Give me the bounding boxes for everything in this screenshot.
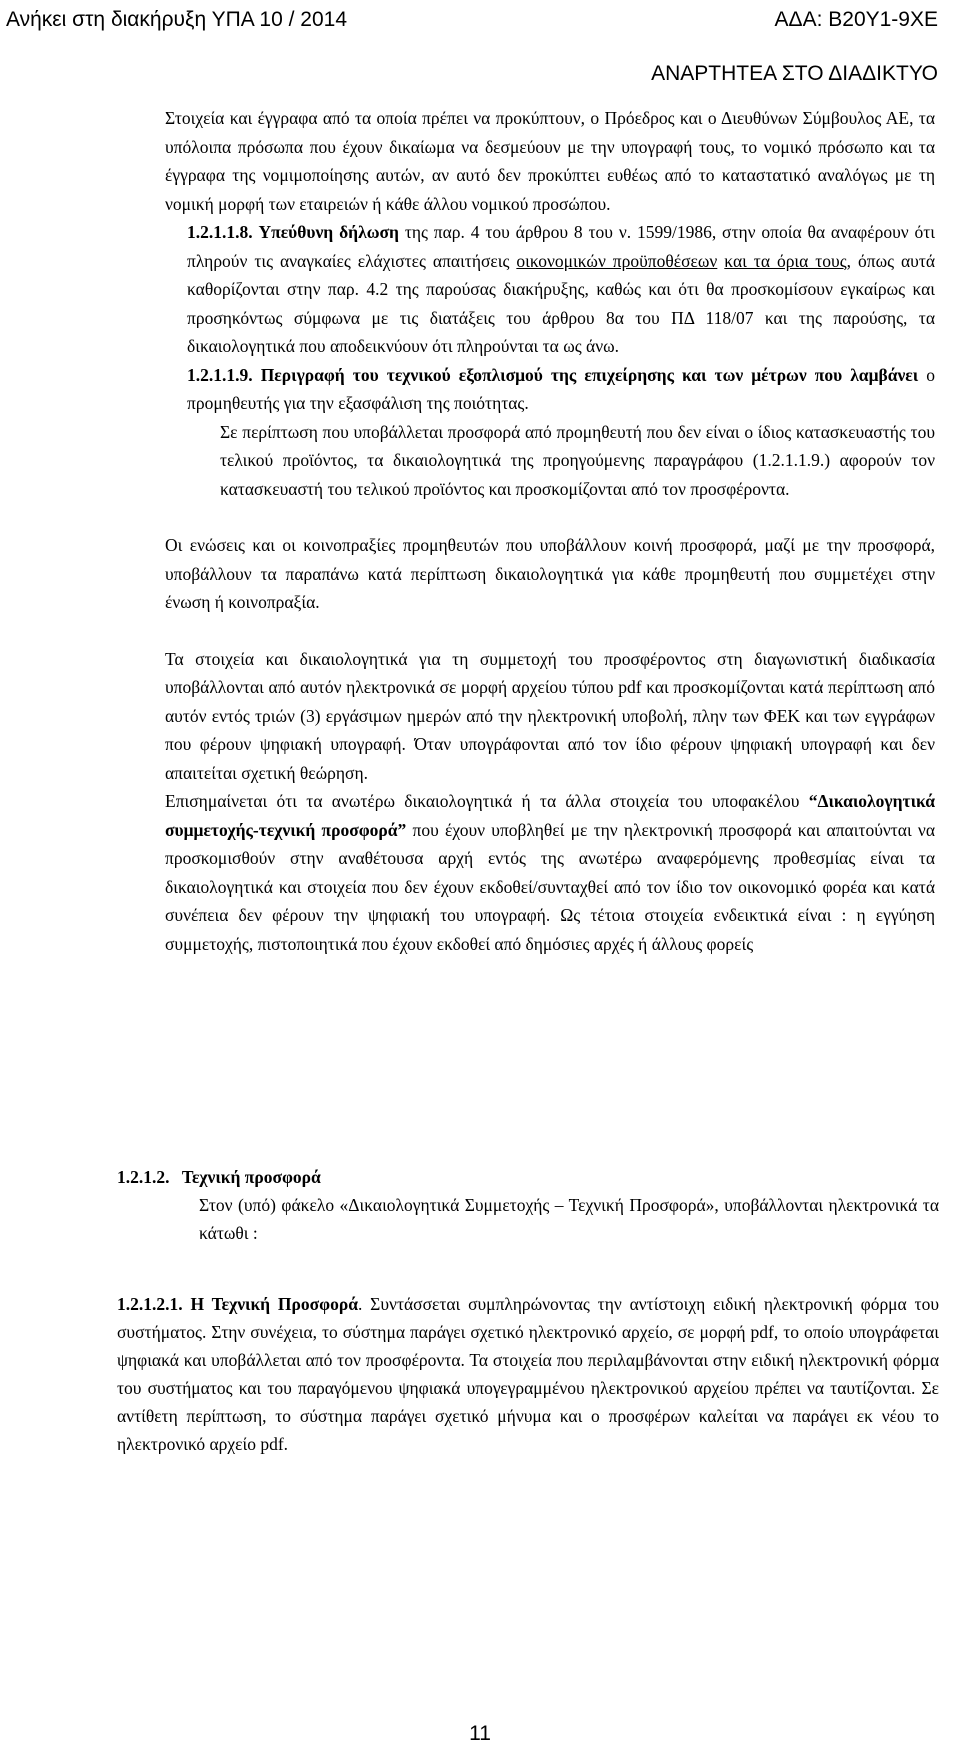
paragraph-note: Επισημαίνεται ότι τα ανωτέρω δικαιολογητικά ή τα άλλα στοιχεία του υποφακέλου “Δικαιολογητικά συμμετοχής-τεχνική προσφορά” που έχουν υποβληθεί με την ηλεκτρονική προσφορά και απαιτούνται να προσκομισθούν στην αναθέτουσα αρχή εντός της ανωτέρω αναφερόμενης προθεσμίας είναι τα δικαιολογητικά και στοιχεία που δεν έχουν εκδοθεί/συνταχθεί από τον ίδιο τον οικονομικό φορέα και κατά συνέπεια δεν φέρουν την ψηφιακή του υπογραφή. Ως τέτοια στοιχεία ενδεικτικά είναι : η εγγύηση συμμετοχής, πιστοποιητικά που έχουν εκδοθεί από δημόσιες αρχές ή άλλους φορείς [165,791,935,954]
section-title: Η Τεχνική Προσφορά [190,1294,358,1314]
header-tender-ref: Ανήκει στη διακήρυξη ΥΠΑ 10 / 2014 [6,8,348,31]
header-ada-code: ΑΔΑ: Β20Υ1-9ΧΕ [774,8,938,31]
section-1-2-1-1-8: 1.2.1.1.8. Υπεύθυνη δήλωση της παρ. 4 του άρθρου 8 του ν. 1599/1986, στην οποία θα αναφέρουν ότι πληρούν τις αναγκαίες ελάχιστες απαιτήσεις οικονομικών προϋποθέσεων και τα όρια τους, όπως αυτά καθορίζονται στην παρ. 4.2 της παρούσας διακήρυξης, καθώς και ότι θα προσκομίσουν εγκαίρως και προσηκόντως σύμφωνα με τις διατάξεις του άρθρου 8α του ΠΔ 118/07 και της παρούσης, τα δικαιολογητικά που αποδεικνύουν ότι πληρούνται τα ως άνω. [187,222,936,356]
page-header [0,4,960,85]
section-title: Τεχνική προσφορά [181,1167,321,1187]
section-text: . Συντάσσεται συμπληρώνοντας την αντίστοιχη ειδική ηλεκτρονική φόρμα του συστήματος. Στην συνέχεια, το σύστημα παράγει σχετικό ηλεκτρονικό αρχείο, σε μορφή pdf, το οποίο υπογράφεται ψηφιακά και υποβάλλεται από τον προσφέροντα. Τα στοιχεία που περιλαμβάνονται στην ειδική ηλεκτρονική φόρμα του συστήματος και του παραγόμενου ψηφιακά υπογεγραμμένου ηλεκτρονικού αρχείου πρέπει να ταυτίζονται. Σε αντίθετη περίπτωση, το σύστημα παράγει σχετικό μήνυμα και ο προσφέρων καλείται να παράγει εκ νέου το ηλεκτρονικό αρχείο pdf. [117,1294,939,1454]
document-body [165,104,935,958]
paragraph-manufacturer: Σε περίπτωση που υποβάλλεται προσφορά από προμηθευτή που δεν είναι ο ίδιος κατασκευαστής του τελικού προϊόντος, τα δικαιολογητικά της προηγούμενης παραγράφου (1.2.1.1.9.) αφορούν τον κατασκευαστή του τελικού προϊόντος και προσκομίζονται από τον προσφέροντα. [220,421,935,499]
section-title: Περιγραφή του τεχνικού εξοπλισμού της επιχείρησης και των μέτρων που λαμβάνει [260,364,919,385]
section-1-2-1-1-9: 1.2.1.1.9. Περιγραφή του τεχνικού εξοπλισμού της επιχείρησης και των μέτρων που λαμβάνει ο προμηθευτής για την εξασφάλιση της ποιότητας. [187,364,936,413]
section-number: 1.2.1.1.9. [187,364,253,385]
section-1-2-1-2-1 [117,1290,939,1458]
paragraph-submission-elements: Τα στοιχεία και δικαιολογητικά για τη συμμετοχή του προσφέροντος στη διαγωνιστική διαδικασία υποβάλλονται από αυτόν ηλεκτρονικά σε μορφή αρχείου τύπου pdf και προσκομίζονται κατά περίπτωση από αυτόν εντός τριών (3) εργάσιμων ημερών από την ηλεκτρονική υποβολή, πλην των ΦΕΚ και των εγγράφων που φέρουν ψηφιακή υπογραφή. Όταν υπογράφονται από τον ίδιο φέρουν ψηφιακή υπογραφή και δεν απαιτείται σχετική θεώρηση. [165,648,935,783]
paragraph-legal-representatives: Στοιχεία και έγγραφα από τα οποία πρέπει να προκύπτουν, ο Πρόεδρος και ο Διευθύνων Σύμβουλος ΑΕ, τα υπόλοιπα πρόσωπα που έχουν δικαίωμα να δεσμεύουν με την υπογραφή τους, το νομικό πρόσωπο και τα έγγραφα της νομιμοποίησης αυτών, αν αυτό δεν προκύπτει ευθέως από το καταστατικό αναλόγως με τη νομική μορφή των εταιρειών ή κάθε άλλου νομικού προσώπου. [165,108,935,214]
page-number: 11 [469,1722,491,1745]
section-number: 1.2.1.1.8. [187,222,253,242]
paragraph-unions: Οι ενώσεις και οι κοινοπραξίες προμηθευτών που υποβάλλουν κοινή προσφορά, μαζί με την προσφορά, υποβάλλουν τα παραπάνω κατά περίπτωση δικαιολογητικά για κάθε προμηθευτή που συμμετέχει στην ένωση ή κοινοπραξία. [165,535,935,612]
section-number: 1.2.1.2.1. [117,1294,183,1314]
section-title: Υπεύθυνη δήλωση [258,222,399,242]
header-publish-note: ΑΝΑΡΤΗΤΕΑ ΣΤΟ ΔΙΑΔΙΚΤΥΟ [651,62,938,85]
section-number: 1.2.1.2. [117,1167,170,1187]
section-1-2-1-2 [117,1163,939,1247]
section-text: Στον (υπό) φάκελο «Δικαιολογητικά Συμμετοχής – Τεχνική Προσφορά», υποβάλλονται ηλεκτρονικά τα κάτωθι : [199,1195,939,1243]
